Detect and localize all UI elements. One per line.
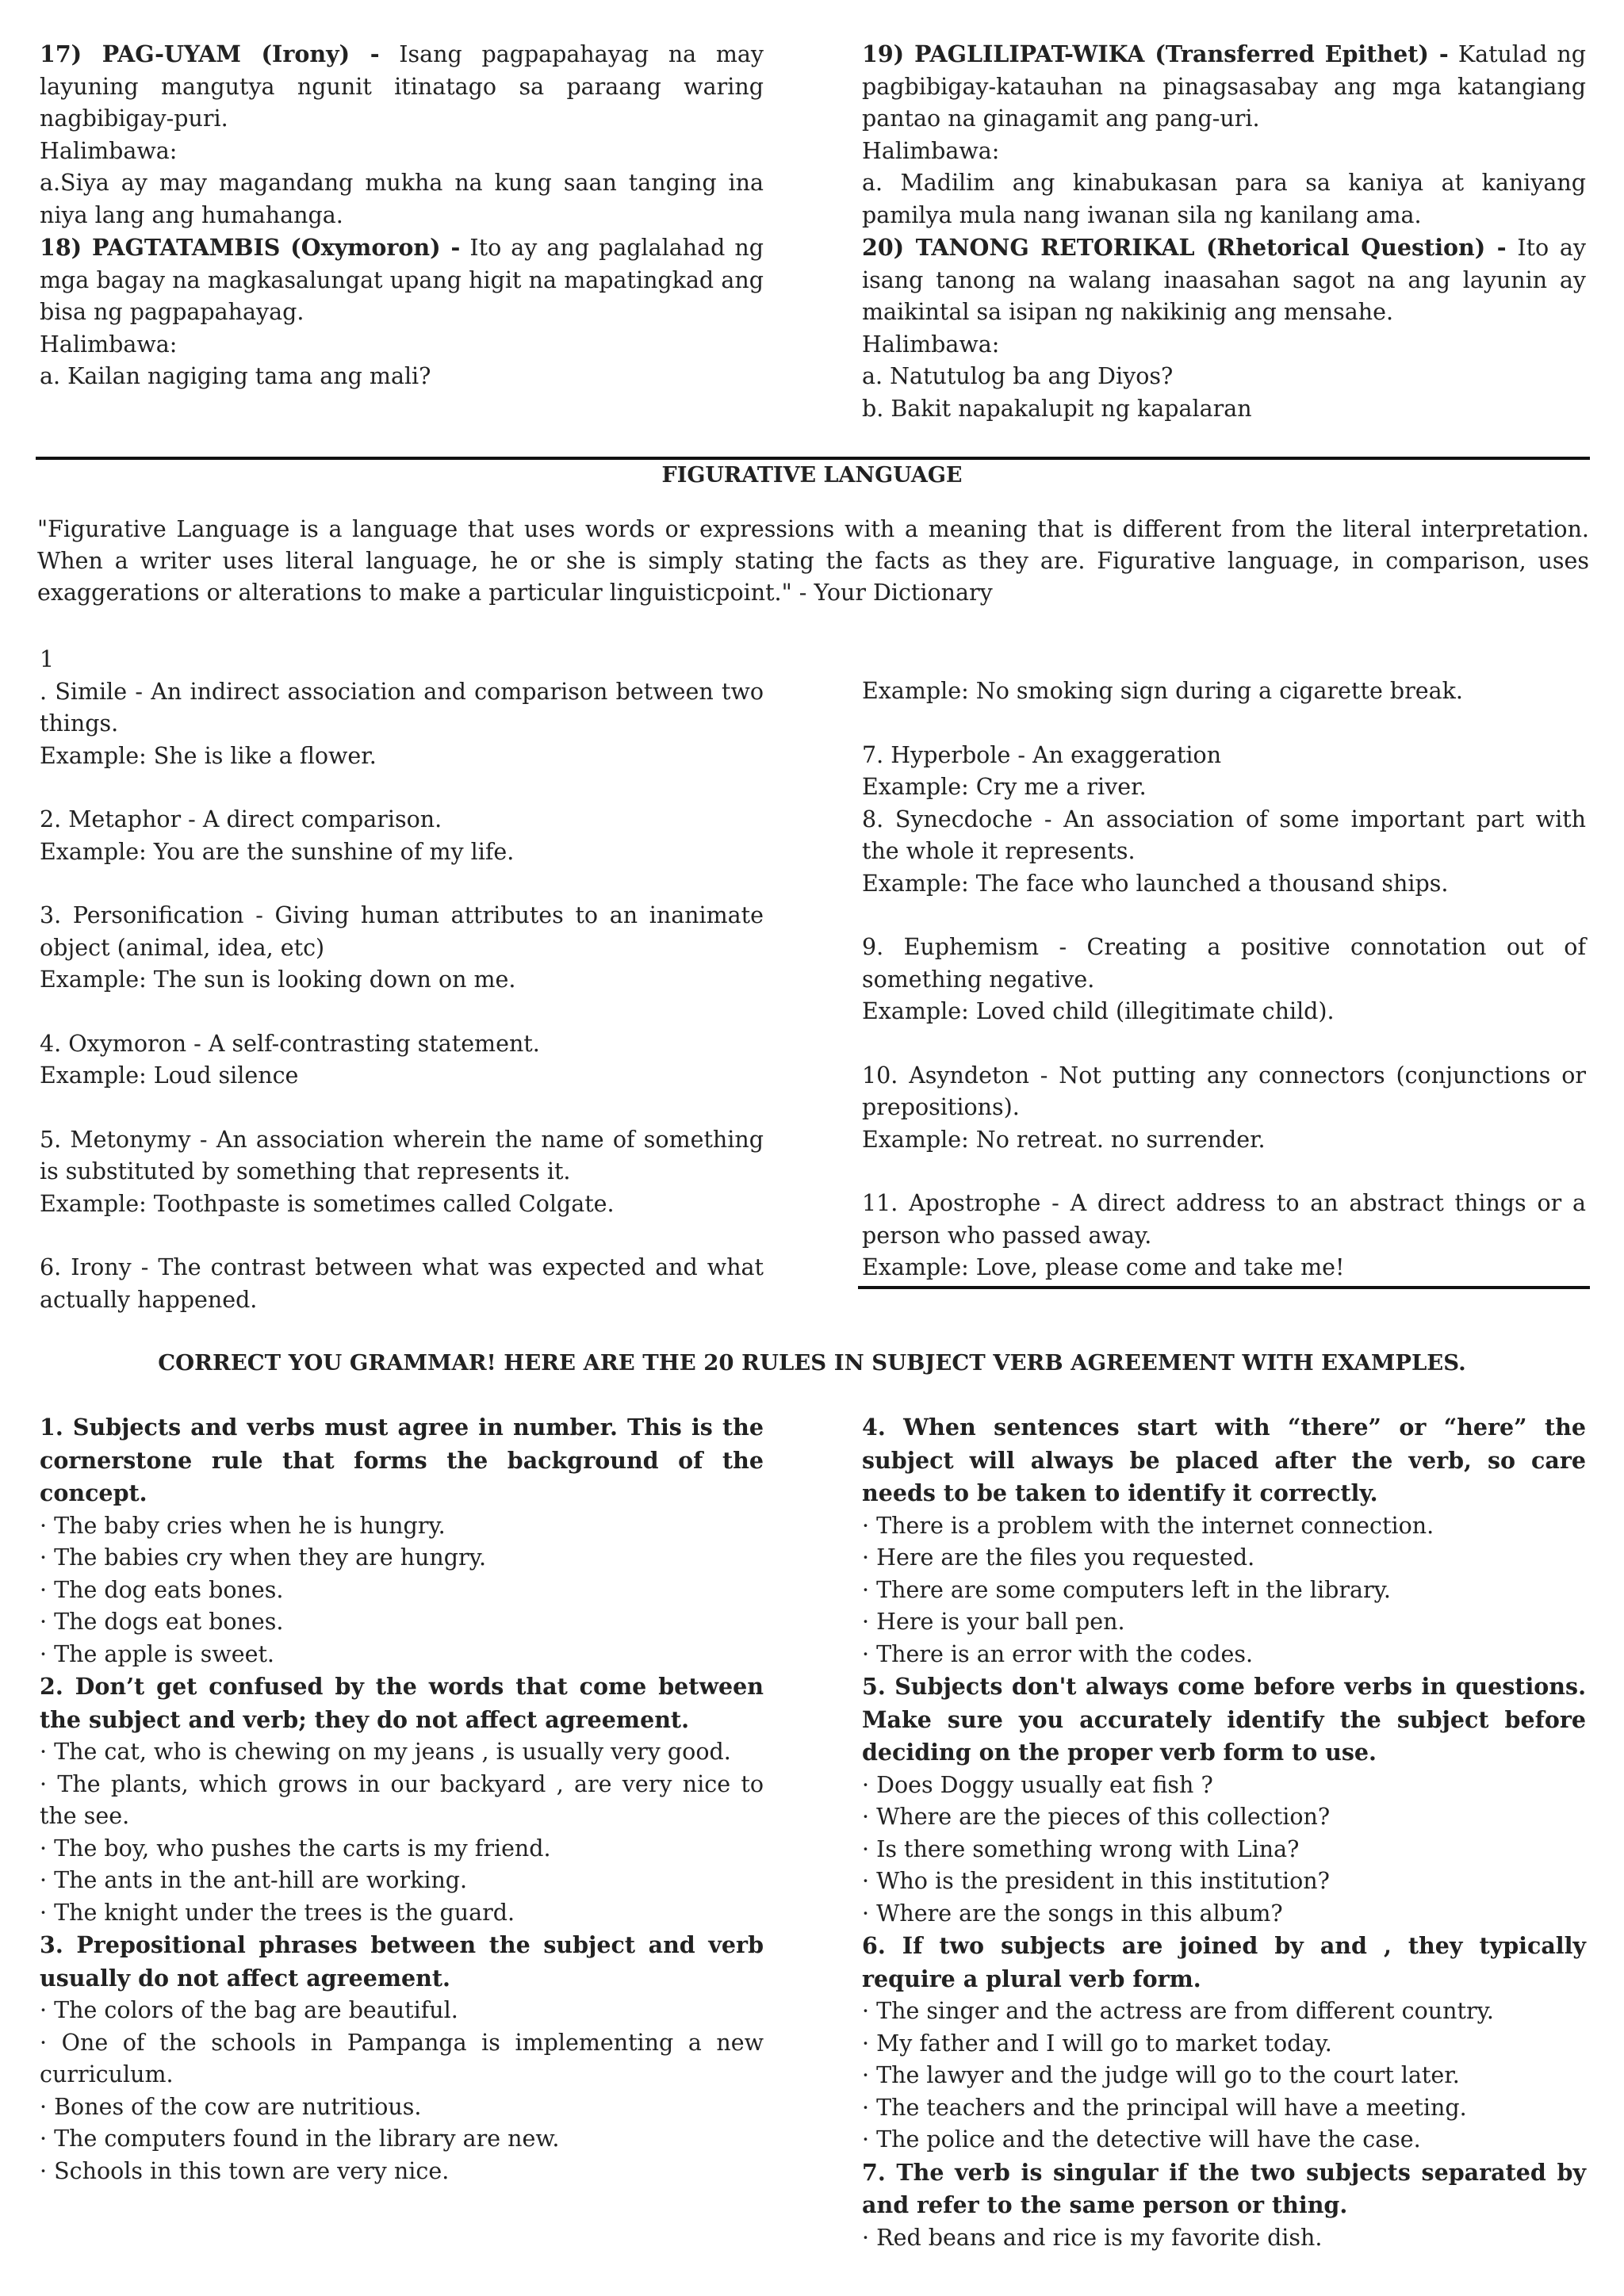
line-text: Halimbawa: <box>862 137 1000 164</box>
rule-heading <box>40 1929 764 1995</box>
rule-heading <box>40 38 764 136</box>
line-text: 6. If two subjects are joined by and , they typically require a plural verb form. <box>862 1932 1586 1992</box>
line-text: 4. Oxymoron - A self-contrasting statement. <box>40 1030 540 1057</box>
line-text: · The colors of the bag are beautiful. <box>40 1997 458 2023</box>
line-text: · The knight under the trees is the guard. <box>40 1899 515 1926</box>
text-line <box>40 167 764 232</box>
grammar-left-column <box>40 1411 764 2187</box>
rule-heading <box>40 232 764 329</box>
line-text: 4. When sentences start with “there” or “here” the subject will always be placed after the verb, so care needs to be taken to identify it correctly. <box>862 1414 1586 1506</box>
line-text-rest: Katulad ng pagbibigay-katauhan na pinagsasabay ang mga katangiang pantao na ginagamit ang pang-uri. <box>862 41 1586 132</box>
line-text: · My father and I will go to market today. <box>862 2030 1332 2057</box>
text-line <box>40 1606 764 1639</box>
text-line <box>862 136 1586 168</box>
paragraph-gap <box>40 997 764 1028</box>
line-text: 3. Personification - Giving human attributes to an inanimate object (animal, idea, etc) <box>40 902 764 961</box>
text-line <box>862 1639 1586 1671</box>
line-text: 6. Irony - The contrast between what was expected and what actually happened. <box>40 1254 764 1313</box>
line-text: · Who is the president in this institution? <box>862 1868 1330 1894</box>
text-line <box>40 740 764 773</box>
line-text: Halimbawa: <box>40 137 178 164</box>
text-line <box>40 1252 764 1316</box>
text-line <box>40 836 764 869</box>
paragraph-gap <box>40 772 764 804</box>
line-text: 3. Prepositional phrases between the subject and verb usually do not affect agreement. <box>40 1931 764 1992</box>
text-line <box>862 1510 1586 1543</box>
text-line <box>862 1188 1586 1252</box>
line-text: 19) PAGLILIPAT-WIKA (Transferred Epithet) - <box>862 40 1449 67</box>
figurative-heading: FIGURATIVE LANGUAGE <box>661 463 963 488</box>
line-text: · The boy, who pushes the carts is my friend. <box>40 1835 551 1862</box>
text-line <box>862 740 1586 772</box>
line-text: · Bones of the cow are nutritious. <box>40 2093 422 2120</box>
text-line <box>40 1769 764 1833</box>
line-text: 5. Metonymy - An association wherein the name of something is substituted by something that represents it. <box>40 1126 764 1184</box>
text-line <box>862 1060 1586 1124</box>
line-text: · Here are the files you requested. <box>862 1544 1255 1571</box>
line-text: 9. Euphemism - Creating a positive connotation out of something negative. <box>862 934 1586 993</box>
text-line <box>40 900 764 964</box>
text-line <box>862 1996 1586 2028</box>
text-line <box>40 2123 764 2156</box>
line-text: 2. Metaphor - A direct comparison. <box>40 806 442 832</box>
text-line <box>862 1770 1586 1802</box>
line-text: Example: Cry me a river. <box>862 774 1147 800</box>
line-text: · One of the schools in Pampanga is implementing a new curriculum. <box>40 2029 764 2087</box>
text-line <box>862 167 1586 232</box>
line-text: · There is a problem with the internet connection. <box>862 1512 1434 1539</box>
text-line <box>40 2027 764 2091</box>
text-line <box>862 2222 1586 2255</box>
text-line <box>40 329 764 362</box>
text-line <box>862 361 1586 393</box>
line-text: · The baby cries when he is hungry. <box>40 1512 446 1539</box>
text-line <box>862 2124 1586 2156</box>
text-line <box>40 1575 764 1607</box>
text-line <box>40 1897 764 1930</box>
line-text: 11. Apostrophe - A direct address to an abstract things or a person who passed away. <box>862 1190 1586 1249</box>
line-text: · The computers found in the library are new. <box>40 2126 560 2152</box>
text-line <box>40 1865 764 1897</box>
paragraph-gap <box>862 708 1586 740</box>
text-line <box>40 1124 764 1188</box>
text-line <box>862 1575 1586 1607</box>
text-line <box>862 2060 1586 2092</box>
paragraph-gap <box>862 1156 1586 1188</box>
text-line <box>862 1801 1586 1834</box>
figurative-intro-text: "Figurative Language is a language that uses words or expressions with a meaning that is different from the literal interpretation. When a writer uses literal language, he or she is simply stating the facts as they are. Figurative language, in comparison, uses exaggerations or alterations to make a particular linguisticpoint." - Your Dictionary <box>37 516 1589 606</box>
text-line <box>862 2028 1586 2061</box>
line-text: Example: You are the sunshine of my life. <box>40 838 515 865</box>
line-text: · The apple is sweet. <box>40 1640 274 1667</box>
grammar-right-column <box>862 1411 1586 2254</box>
text-line <box>40 1833 764 1866</box>
line-text: · Schools in this town are very nice. <box>40 2157 450 2184</box>
text-line <box>862 804 1586 868</box>
line-text: Example: Love, please come and take me! <box>862 1254 1345 1280</box>
line-text: Halimbawa: <box>862 331 1000 358</box>
line-text: Example: She is like a flower. <box>40 742 377 769</box>
line-text: · The teachers and the principal will have a meeting. <box>862 2094 1467 2121</box>
line-text: · The cat, who is chewing on my jeans , is usually very good. <box>40 1739 731 1765</box>
text-line <box>40 1060 764 1093</box>
text-line <box>40 804 764 836</box>
line-text: Example: Loud silence <box>40 1062 299 1089</box>
tagalog-left-column <box>40 38 764 393</box>
line-text: · Red beans and rice is my favorite dish. <box>862 2224 1323 2251</box>
text-line <box>862 932 1586 996</box>
paragraph-gap <box>862 900 1586 932</box>
text-line <box>40 361 764 393</box>
rule-heading <box>862 1670 1586 1770</box>
text-line <box>40 1542 764 1575</box>
text-line <box>40 136 764 168</box>
paragraph-gap <box>862 1028 1586 1060</box>
text-line <box>40 1736 764 1769</box>
line-text: Example: No retreat. no surrender. <box>862 1126 1266 1153</box>
line-text: Example: The sun is looking down on me. <box>40 966 516 993</box>
figurative-right-column <box>862 675 1586 1284</box>
figurative-left-column <box>40 644 764 1316</box>
text-line <box>862 675 1586 708</box>
line-text: · There is an error with the codes. <box>862 1640 1254 1667</box>
text-line <box>40 2156 764 2188</box>
line-text: a. Madilim ang kinabukasan para sa kaniya at kaniyang pamilya mula nang iwanan sila ng kanilang ama. <box>862 170 1586 228</box>
tagalog-right-column <box>862 38 1586 425</box>
figurative-intro <box>37 514 1589 609</box>
text-line <box>40 1995 764 2027</box>
line-text: · The plants, which grows in our backyard , are very nice to the see. <box>40 1770 764 1829</box>
line-text: a. Natutulog ba ang Diyos? <box>862 363 1174 389</box>
line-text: a.Siya ay may magandang mukha na kung saan tanging ina niya lang ang humahanga. <box>40 170 764 228</box>
rule-heading <box>862 232 1586 329</box>
line-text: b. Bakit napakalupit ng kapalaran <box>862 395 1252 422</box>
rule-heading <box>862 38 1586 136</box>
rule-heading <box>862 1930 1586 1996</box>
line-text: . Simile - An indirect association and comparison between two things. <box>40 678 764 737</box>
line-text: · Does Doggy usually eat fish ? <box>862 1771 1213 1798</box>
line-text: 7. The verb is singular if the two subjects separated by and refer to the same person or thing. <box>862 2158 1586 2218</box>
text-line <box>862 2092 1586 2125</box>
text-line <box>862 1124 1586 1157</box>
line-text: · Where are the pieces of this collection? <box>862 1804 1331 1830</box>
text-line <box>862 996 1586 1028</box>
line-text: Example: The face who launched a thousand ships. <box>862 870 1449 897</box>
line-text: a. Kailan nagiging tama ang mali? <box>40 363 431 389</box>
line-text: 7. Hyperbole - An exaggeration <box>862 741 1222 768</box>
text-line <box>862 1252 1586 1284</box>
rule-heading <box>40 1411 764 1510</box>
line-text: 5. Subjects don't always come before verbs in questions. Make sure you accurately identify the subject before deciding on the proper verb form to use. <box>862 1673 1586 1766</box>
text-line <box>40 1510 764 1543</box>
paragraph-gap <box>40 1093 764 1124</box>
rule-heading <box>862 2156 1586 2222</box>
line-text: · The dog eats bones. <box>40 1576 284 1603</box>
text-line <box>862 771 1586 804</box>
line-text: 10. Asyndeton - Not putting any connectors (conjunctions or prepositions). <box>862 1062 1586 1120</box>
line-text: · The babies cry when they are hungry. <box>40 1544 487 1571</box>
paragraph-gap <box>40 868 764 900</box>
line-text: 20) TANONG RETORIKAL (Rhetorical Question) - <box>862 234 1507 261</box>
section-divider <box>36 457 1590 460</box>
text-line <box>40 676 764 740</box>
text-line <box>40 644 764 676</box>
line-text: Example: No smoking sign during a cigarette break. <box>862 678 1463 704</box>
text-line <box>862 1898 1586 1931</box>
paragraph-gap <box>40 1220 764 1252</box>
text-line <box>862 393 1586 426</box>
line-text: Example: Toothpaste is sometimes called Colgate. <box>40 1190 615 1217</box>
text-line <box>862 329 1586 362</box>
line-text: · The lawyer and the judge will go to the court later. <box>862 2062 1460 2088</box>
text-line <box>40 1639 764 1671</box>
line-text: · Here is your ball pen. <box>862 1609 1125 1635</box>
line-text: · There are some computers left in the library. <box>862 1576 1391 1603</box>
figurative-right-underline <box>858 1286 1590 1289</box>
line-text: 17) PAG-UYAM (Irony) - <box>40 40 380 67</box>
line-text: 1 <box>40 646 55 672</box>
rule-heading <box>862 1411 1586 1510</box>
text-line <box>40 964 764 997</box>
line-text: 8. Synecdoche - An association of some important part with the whole it represents. <box>862 806 1586 864</box>
text-line <box>40 2091 764 2124</box>
line-text: 18) PAGTATAMBIS (Oxymoron) - <box>40 234 461 261</box>
line-text: Halimbawa: <box>40 331 178 358</box>
text-line <box>40 1028 764 1061</box>
line-text: Example: Loved child (illegitimate child). <box>862 998 1335 1024</box>
line-text-rest: Isang pagpapahayag na may layuning mangutya ngunit itinatago sa paraang waring nagbibigay-puri. <box>40 41 764 132</box>
line-text: · Where are the songs in this album? <box>862 1900 1283 1927</box>
line-text: 1. Subjects and verbs must agree in number. This is the cornerstone rule that forms the background of the concept. <box>40 1414 764 1506</box>
text-line <box>862 1834 1586 1866</box>
text-line <box>862 1606 1586 1639</box>
line-text-rest: Ito ay isang tanong na walang inaasahan sagot na ang layunin ay maikintal sa isipan ng nakikinig ang mensahe. <box>862 235 1586 325</box>
text-line <box>862 868 1586 901</box>
text-line <box>862 1542 1586 1575</box>
line-text: · Is there something wrong with Lina? <box>862 1835 1300 1862</box>
line-text: · The ants in the ant-hill are working. <box>40 1867 468 1893</box>
grammar-heading: CORRECT YOU GRAMMAR! HERE ARE THE 20 RULES IN SUBJECT VERB AGREEMENT WITH EXAMPLES. <box>158 1350 1466 1376</box>
line-text: 2. Don’t get confused by the words that come between the subject and verb; they do not affect agreement. <box>40 1673 764 1733</box>
line-text: · The singer and the actress are from different country. <box>862 1998 1494 2024</box>
text-line <box>40 1188 764 1221</box>
line-text: · The dogs eat bones. <box>40 1609 284 1635</box>
line-text: · The police and the detective will have the case. <box>862 2126 1421 2152</box>
rule-heading <box>40 1670 764 1736</box>
line-text-rest: Ito ay ang paglalahad ng mga bagay na magkasalungat upang higit na mapatingkad ang bisa ng pagpapahayag. <box>40 235 764 325</box>
text-line <box>862 1866 1586 1898</box>
